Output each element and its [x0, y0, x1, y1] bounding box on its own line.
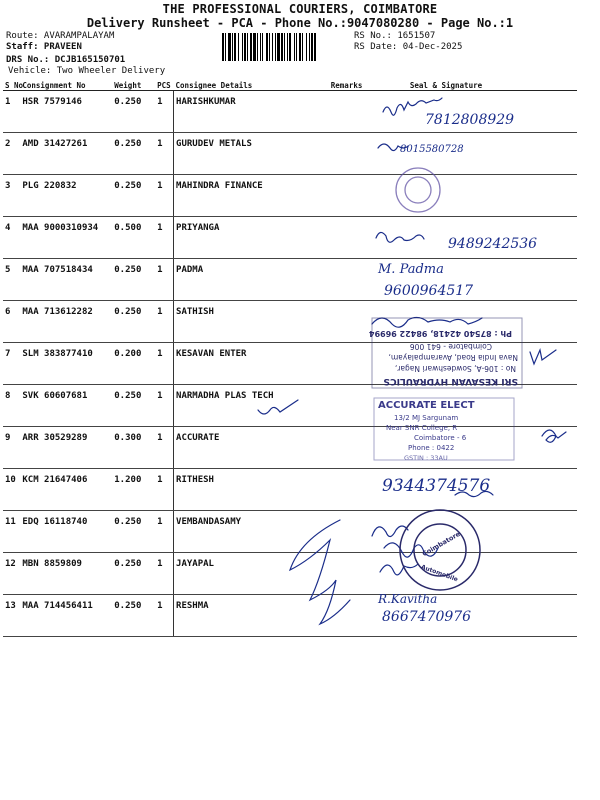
- cell-consignment: AMD 31427261: [20, 133, 112, 175]
- cell-sno: 1: [3, 91, 20, 133]
- cell-consignee: RESHMA: [174, 595, 329, 637]
- cell-sno: 9: [3, 427, 20, 469]
- cell-weight: 0.250: [112, 385, 155, 427]
- company-title: THE PROFESSIONAL COURIERS, COIMBATORE: [162, 2, 438, 16]
- cell-consignment: EDQ 16118740: [20, 511, 112, 553]
- cell-consignment: SLM 383877410: [20, 343, 112, 385]
- cell-weight: 0.300: [112, 427, 155, 469]
- tick-mark-row-8: [258, 400, 298, 414]
- cell-consignment: PLG 220832: [20, 175, 112, 217]
- col-header-remarks: Remarks: [329, 80, 382, 91]
- stamp-kesavan-addr2: Nava India Road, Avarampalayam,: [388, 353, 518, 362]
- cell-sno: 7: [3, 343, 20, 385]
- handwritten-phone-row-13: 8667470976: [382, 609, 472, 625]
- cell-weight: 0.250: [112, 133, 155, 175]
- cell-pcs: 1: [155, 385, 173, 427]
- stamp-accurate-addr1: 13/2 MJ Sargunam: [394, 414, 459, 422]
- signature-row-9: [542, 430, 566, 442]
- cell-pcs: 1: [155, 259, 173, 301]
- cell-consignment: MAA 9000310934: [20, 217, 112, 259]
- cell-pcs: 1: [155, 553, 173, 595]
- cell-sno: 5: [3, 259, 20, 301]
- cell-consignment: MAA 713612282: [20, 301, 112, 343]
- cell-pcs: 1: [155, 343, 173, 385]
- cell-consignee: VEMBANDASAMY: [174, 511, 329, 553]
- cell-consignment: MAA 707518434: [20, 259, 112, 301]
- stamp-college-city: Coimbatore: [420, 529, 462, 559]
- cell-consignee: RITHESH: [174, 469, 329, 511]
- handwritten-phone-row-5: 9600964517: [384, 283, 474, 299]
- cell-consignee: JAYAPAL: [174, 553, 329, 595]
- handwritten-phone-row-2: 8015580728: [400, 144, 464, 155]
- cell-consignee: HARISHKUMAR: [174, 91, 329, 133]
- stamp-accurate-addr2: Near SNR College, R: [386, 424, 458, 432]
- rs-number: RS No.: 1651507: [354, 31, 436, 41]
- cell-consignee: KESAVAN ENTER: [174, 343, 329, 385]
- cell-pcs: 1: [155, 133, 173, 175]
- col-header-consignee: Consignee Details: [174, 80, 329, 91]
- cell-sno: 11: [3, 511, 20, 553]
- col-header-consignment: Consignment No: [20, 80, 112, 91]
- signature-row-7: [530, 350, 556, 364]
- cell-weight: 0.250: [112, 595, 155, 637]
- cell-sno: 3: [3, 175, 20, 217]
- accurate-stamp: [374, 398, 514, 460]
- cell-pcs: 1: [155, 91, 173, 133]
- cell-sno: 10: [3, 469, 20, 511]
- handwritten-phone-row-10: 9344374576: [382, 476, 491, 496]
- cell-consignee: PRIYANGA: [174, 217, 329, 259]
- stamp-accurate-gstin: GSTIN : 33AU: [404, 454, 448, 462]
- vehicle-label: Vehicle: Two Wheeler Delivery: [8, 66, 166, 76]
- kesavan-stamp: [368, 318, 522, 388]
- cell-consignee: GURUDEV METALS: [174, 133, 329, 175]
- cell-pcs: 1: [155, 427, 173, 469]
- cell-consignee: PADMA: [174, 259, 329, 301]
- rs-date: RS Date: 04-Dec-2025: [354, 42, 463, 52]
- cell-consignment: ARR 30529289: [20, 427, 112, 469]
- cell-weight: 0.250: [112, 301, 155, 343]
- cell-pcs: 1: [155, 595, 173, 637]
- cell-pcs: 1: [155, 175, 173, 217]
- drs-label: DRS No.: DCJB165150701: [6, 55, 126, 65]
- stamp-accurate-city: Coimbatore - 6: [414, 434, 467, 442]
- cell-weight: 0.500: [112, 217, 155, 259]
- cell-consignment: MAA 714456411: [20, 595, 112, 637]
- stamp-kesavan-addr1: No : 106-A, Sowdeshwari Nagar,: [394, 364, 516, 373]
- signature-row-4: [376, 232, 424, 242]
- handwritten-phone-row-1: 7812808929: [425, 112, 515, 128]
- col-header-pcs: PCS: [155, 80, 173, 91]
- cell-consignment: SVK 60607681: [20, 385, 112, 427]
- cell-consignee: ACCURATE: [174, 427, 329, 469]
- cell-sno: 8: [3, 385, 20, 427]
- cell-weight: 0.200: [112, 343, 155, 385]
- cell-pcs: 1: [155, 217, 173, 259]
- cell-consignment: HSR 7579146: [20, 91, 112, 133]
- col-header-sno: S No: [5, 80, 24, 90]
- handwritten-name-row-5: M. Padma: [378, 262, 444, 277]
- cell-weight: 0.250: [112, 259, 155, 301]
- staff-label: Staff: PRAVEEN: [6, 42, 82, 52]
- cell-consignment: KCM 21647406: [20, 469, 112, 511]
- cell-pcs: 1: [155, 469, 173, 511]
- cell-consignee: NARMADHA PLAS TECH: [174, 385, 329, 427]
- cell-consignee: MAHINDRA FINANCE: [174, 175, 329, 217]
- cell-weight: 1.200: [112, 469, 155, 511]
- cell-sno: 6: [3, 301, 20, 343]
- cell-sno: 12: [3, 553, 20, 595]
- cell-weight: 0.250: [112, 175, 155, 217]
- cell-weight: 0.250: [112, 511, 155, 553]
- stamp-kesavan-name: SRI KESAVAN HYDRAULICS: [383, 376, 518, 386]
- cell-pcs: 1: [155, 301, 173, 343]
- stamp-accurate-phone: Phone : 0422: [408, 444, 455, 452]
- runsheet-subtitle: Delivery Runsheet - PCA - Phone No.:9047080280 - Page No.:1: [86, 16, 514, 30]
- handwritten-phone-row-4: 9489242536: [448, 236, 538, 252]
- route-label: Route: AVARAMPALAYAM: [6, 31, 115, 41]
- signature-large-loop: [290, 520, 350, 624]
- cell-sno: 2: [3, 133, 20, 175]
- round-stamp-row-3: [396, 168, 440, 212]
- col-header-weight: Weight: [112, 80, 155, 91]
- stamp-accurate-name: ACCURATE ELECT: [378, 400, 475, 411]
- stamp-kesavan-phone: Ph : 87540 42418, 98422 96994: [368, 329, 512, 338]
- cell-sno: 4: [3, 217, 20, 259]
- stamp-kesavan-addr3: Coimbatore - 641 006: [409, 342, 492, 351]
- col-header-seal: Seal & Signature: [382, 80, 577, 91]
- stamp-college-dept: Automobile: [419, 563, 459, 584]
- cell-weight: 0.250: [112, 553, 155, 595]
- cell-weight: 0.250: [112, 91, 155, 133]
- cell-consignment: MBN 8859809: [20, 553, 112, 595]
- handwritten-name-row-13: R.Kavitha: [378, 592, 438, 606]
- college-round-stamp: [400, 510, 480, 590]
- cell-pcs: 1: [155, 511, 173, 553]
- cell-sno: 13: [3, 595, 20, 637]
- cell-consignee: SATHISH: [174, 301, 329, 343]
